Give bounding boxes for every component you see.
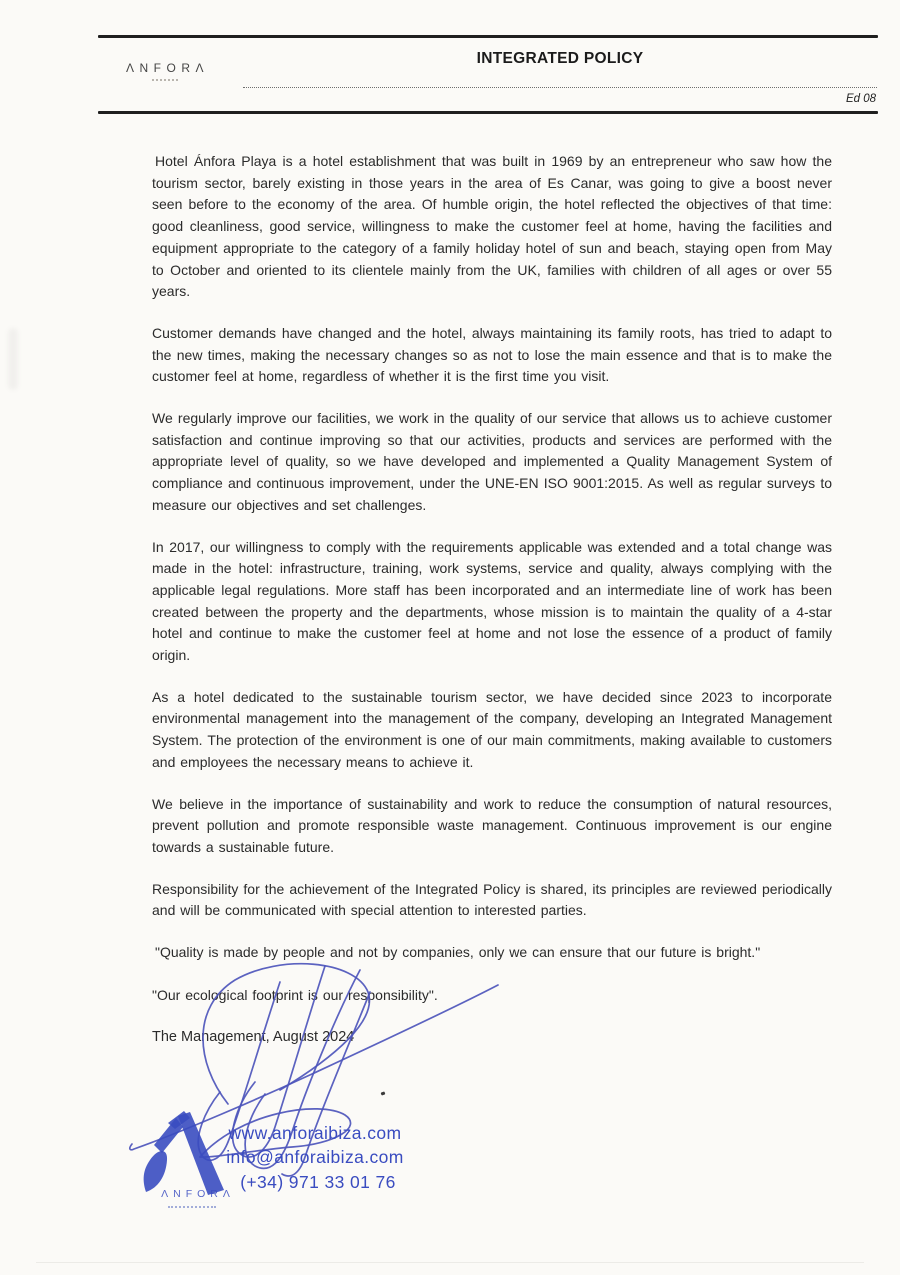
scan-smudge — [8, 328, 18, 390]
signoff-line: The Management, August 2024 — [152, 1029, 355, 1045]
page-title: INTEGRATED POLICY — [476, 50, 644, 67]
policy-paragraph: In 2017, our willingness to comply with the requirements applicable was extended and a total change was made in the hotel: infrastructure, training, work systems, service and quality, always complying with the applicable legal regulations. More staff has been incorporated and an intermediate line of work has been created between the property and the departments, whose mission is to maintain the quality of a 4-star hotel and continue to make the customer feel at home and not lose the essence of a product of family origin. — [152, 538, 832, 664]
edition-label: Ed 08 — [845, 93, 876, 105]
policy-quote: "Our ecological footprint is our responsibility". — [152, 986, 438, 1003]
scan-bottom-edge — [36, 1262, 864, 1263]
policy-paragraphs — [152, 151, 832, 922]
anfora-footer-logo-tagline-mark — [168, 1206, 216, 1208]
signature-stroke — [203, 964, 369, 1104]
contact-block — [215, 1121, 415, 1194]
policy-paragraph: As a hotel dedicated to the sustainable tourism sector, we have decided since 2023 to incorporate environmental management into the management of the company, developing an Integrated Management System. The protection of the environment is one of our main commitments, making available to customers and employees the necessary means to achieve it. — [152, 688, 832, 770]
anfora-footer-logo-text: ΛNFORΛ — [161, 1188, 235, 1200]
anfora-header-logo-tagline-mark — [152, 79, 178, 81]
header-top-rule — [98, 35, 878, 38]
policy-paragraph: Responsibility for the achievement of the Integrated Policy is shared, its principles are reviewed periodically and will be communicated with special attention to interested parties. — [152, 880, 832, 919]
header-dotted-rule — [243, 87, 877, 88]
policy-quote: "Quality is made by people and not by companies, only we can ensure that our future is bright." — [155, 944, 761, 961]
leaf-icon — [144, 1151, 167, 1192]
header-bottom-rule — [98, 111, 878, 114]
policy-paragraph: Hotel Ánfora Playa is a hotel establishment that was built in 1969 by an entrepreneur who saw how the tourism sector, barely existing in those years in the area of Es Canar, was going to give a boost never seen before to the economy of the area. Of humble origin, the hotel reflected the objectives of that time: good cleanliness, good service, willingness to make the customer feel at home, having the facilities and equipment appropriate to the category of a family holiday hotel of sun and beach, staying open from May to October and oriented to its clientele mainly from the UK, families with children of all ages or over 55 years. — [152, 153, 832, 300]
website-text: www.anforaibiza.com — [228, 1123, 402, 1143]
policy-paragraph: Customer demands have changed and the hotel, always maintaining its family roots, has tried to adapt to the new times, making the necessary changes so as not to lose the main essence and that is to make the customer feel at home, regardless of whether it is the first time you visit. — [152, 324, 832, 385]
policy-paragraph: We regularly improve our facilities, we work in the quality of our service that allows us to achieve customer satisfaction and continue improving so that our activities, products and services are performed with the appropriate level of quality, so we have developed and implemented a Quality Management System of compliance and continuous improvement, under the UNE-EN ISO 9001:2015. As well as regular surveys to measure our objectives and set challenges. — [152, 410, 832, 513]
phone-text: (+34) 971 33 01 76 — [240, 1171, 396, 1192]
anfora-header-logo-text: ΛNFORΛ — [126, 61, 210, 75]
policy-text-block — [152, 151, 832, 1028]
policy-paragraph: We believe in the importance of sustainability and work to reduce the consumption of natural resources, prevent pollution and promote responsible waste management. Continuous improvement is our engine towards a sustainable future. — [152, 795, 832, 855]
email-text: info@anforaibiza.com — [226, 1147, 404, 1168]
